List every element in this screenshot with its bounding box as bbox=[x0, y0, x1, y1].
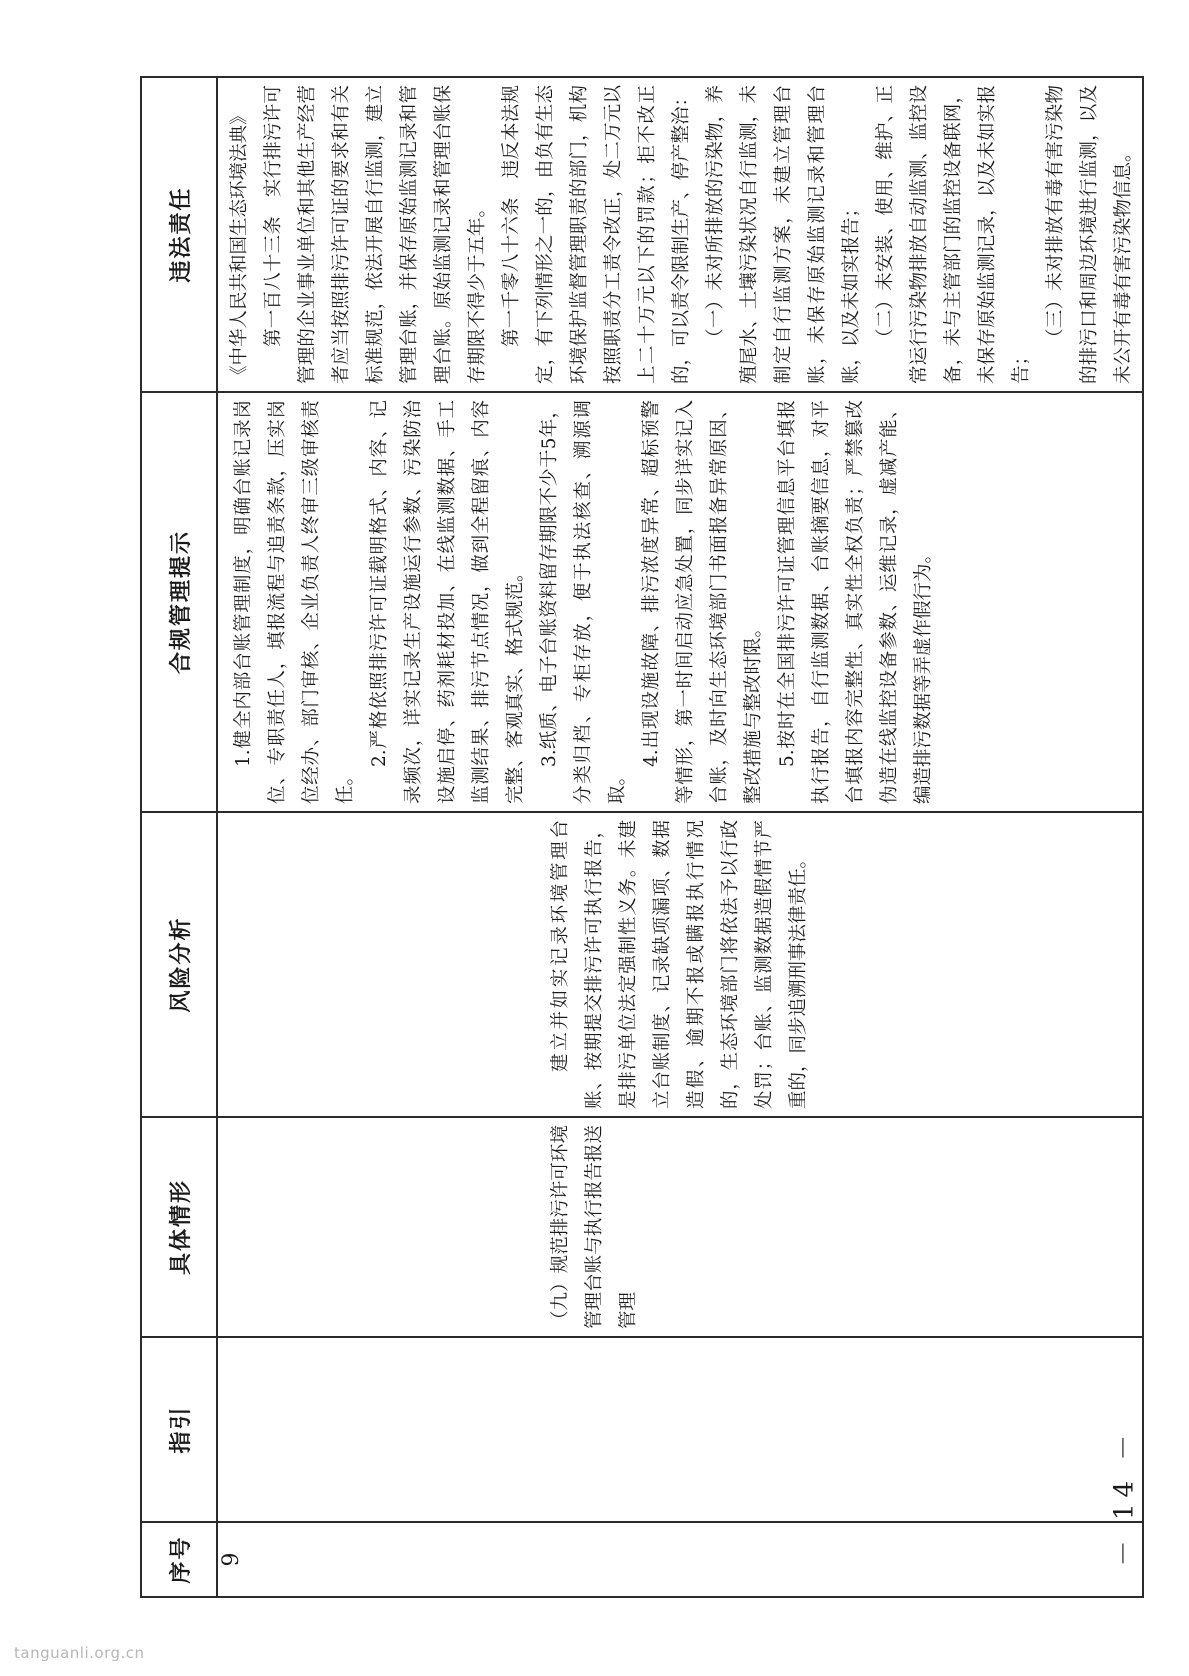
header-law: 违法责任 bbox=[141, 77, 217, 392]
hint-item-4: 4.出现设施故障、排污浓度异常、超标预警等情形，第一时间启动应急处置，同步详实记入台账，及时向生态环境部门书面报备异常原因、整改措施与整改时限。 bbox=[641, 400, 764, 804]
law-item-2: （二）未安装、使用、维护、正常运行污染物排放自动监测、监控设备，未与主管部门的监控设备联网，未保存原始监测记录，以及未如实报告； bbox=[875, 85, 1032, 384]
table-header-row bbox=[141, 77, 217, 1597]
guide-cell bbox=[217, 1337, 1143, 1522]
hint-item-3: 3.纸质、电子台账资料留存期限不少于5年，分类归档、专柜存放，便于执法核查、溯源调取。 bbox=[539, 400, 628, 804]
watermark: tanguanli.org.cn bbox=[14, 1644, 145, 1662]
row-number: 9 bbox=[217, 1522, 1143, 1597]
hint-item-2: 2.严格依照排污许可证载明格式、内容、记录频次，详实记录生产设施运行参数、污染防治设施启停、药剂耗材投加、在线监测数据、手工监测结果、排污节点情况，做到全程留痕、内容完整、客观真实、格式规范。 bbox=[369, 400, 526, 804]
page-number-text: － 14 － bbox=[1109, 1428, 1140, 1566]
risk-cell bbox=[217, 812, 1143, 1117]
page-number bbox=[1102, 1422, 1142, 1572]
header-hint: 合规管理提示 bbox=[141, 392, 217, 812]
law-article-1: 第一百八十三条 实行排污许可管理的企业事业单位和其他生产经营者应当按照排污许可证的要求和有关标准规范，依法开展自行监测，建立管理台账，并保存原始监测记录和管理台账。原始监测记录和管理台账保存期限不得少于五年。 bbox=[263, 85, 488, 384]
law-cell bbox=[217, 77, 1143, 392]
case-cell bbox=[217, 1117, 1143, 1337]
compliance-table bbox=[140, 76, 1144, 1598]
header-case: 具体情形 bbox=[141, 1117, 217, 1337]
law-item-1: （一）未对所排放的污染物，养殖尾水、土壤污染状况自行监测，未制定自行监测方案，未建立管理台账，未保存原始监测记录和管理台账，以及未如实报告； bbox=[705, 85, 862, 384]
header-risk: 风险分析 bbox=[141, 812, 217, 1117]
law-item-3: （三）未对排放有毒有害污染物的排污口和周边环境进行监测，以及未公开有毒有害污染物信息。 bbox=[1045, 85, 1134, 384]
table-row bbox=[217, 77, 1143, 1597]
risk-text: 建立并如实记录环境管理台账、按期提交排污许可执行报告，是排污单位法定强制性义务。未建立台账制度、记录缺项漏项、数据造假、逾期不报或瞒报执行情况的，生态环境部门将依法予以行政处罚；台账、监测数据造假情节严重的，同步追溯刑事法律责任。 bbox=[550, 820, 809, 1109]
law-article-2: 第一千零八十六条 违反本法规定，有下列情形之一的，由负有生态环境保护监督管理职责的部门，机构按照职责分工责令改正，处二万元以上二十万元以下的罚款；拒不改正的，可以责令限制生产、停产整治： bbox=[501, 85, 692, 384]
hint-item-5: 5.按时在全国排污许可证管理信息平台填报执行报告，自行监测数据、台账摘要信息，对平台填报内容完整性、真实性全权负责；严禁篡改伪造在线监控设备参数、运维记录，虚减产能、编造排污数据等弄虚作假行为。 bbox=[777, 400, 934, 804]
hint-item-1: 1.健全内部台账管理制度，明确台账记录岗位、专职责任人，填报流程与追责条款，压实岗位经办、部门审核、企业负责人终审三级审核责任。 bbox=[233, 400, 356, 804]
law-code-title: 《中华人民共和国生态环境法典》 bbox=[229, 106, 250, 384]
header-guide: 指引 bbox=[141, 1337, 217, 1522]
case-text: （九）规范排污许可环境管理台账与执行报告报送管理 bbox=[550, 1125, 639, 1329]
header-no: 序号 bbox=[141, 1522, 217, 1597]
hint-cell bbox=[217, 392, 1143, 812]
